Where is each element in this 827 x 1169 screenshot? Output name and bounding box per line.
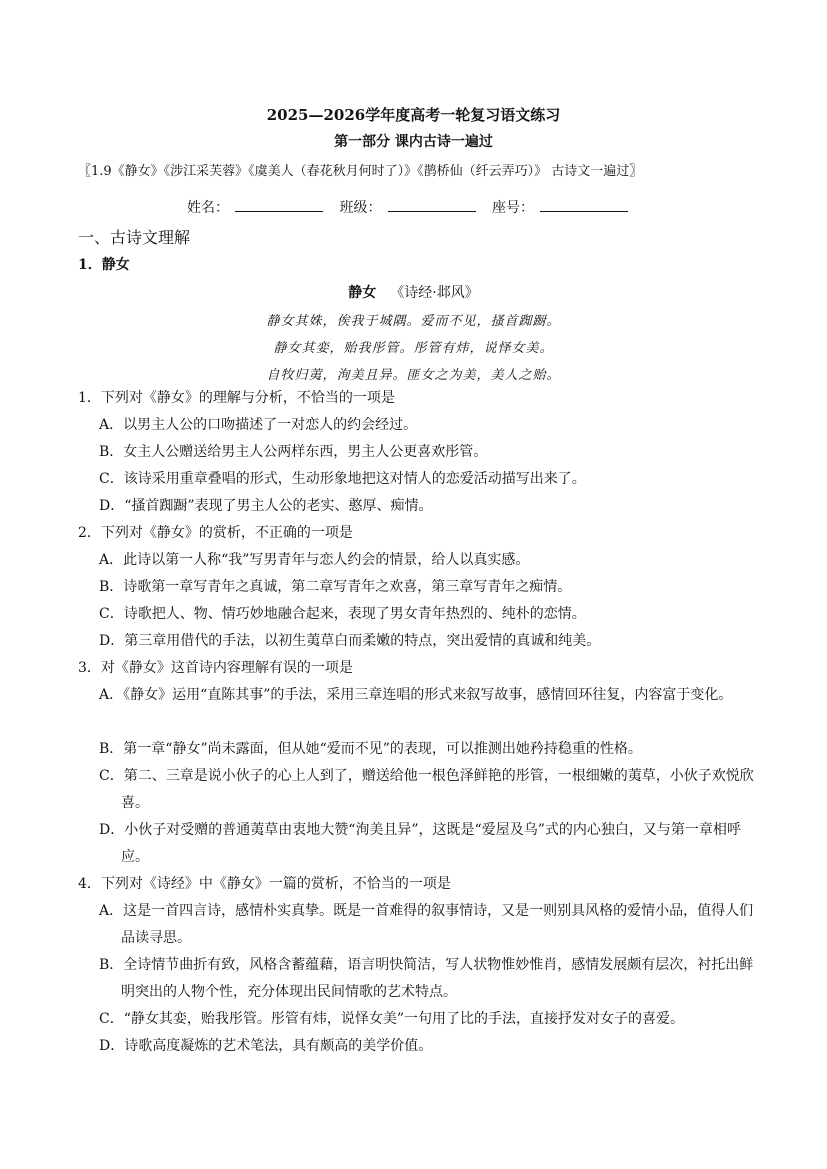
option-text: B．第一章“静女”尚未露面，但从她“爱而不见”的表现，可以推测出她矜持稳重的性格。 <box>99 741 642 757</box>
question-stem: 4．下列对《诗经》中《静女》一篇的赏析，不恰当的一项是 <box>78 876 451 892</box>
option-text: A．这是一首四言诗，感情朴实真挚。既是一首难得的叙事情诗，又是一则别具风格的爱情小品，值得人们品读寻思。 <box>99 903 754 946</box>
question-option <box>99 601 759 628</box>
question-option <box>99 1033 759 1060</box>
question-option <box>99 574 759 601</box>
name-blank[interactable] <box>235 197 323 212</box>
question-option <box>99 412 759 439</box>
question-option <box>99 466 759 493</box>
question-option <box>99 898 759 952</box>
option-text: D．诗歌高度凝炼的艺术笔法，具有颇高的美学价值。 <box>99 1038 433 1054</box>
question-option <box>99 493 759 520</box>
option-text: C．第二、三章是说小伙子的心上人到了，赠送给他一根色泽鲜艳的彤管，一根细嫩的荑草，小伙子欢悦欣喜。 <box>99 768 754 811</box>
option-text: C．该诗采用重章叠唱的形式，生动形象地把这对情人的恋爱活动描写出来了。 <box>99 471 586 487</box>
poem-title-line <box>0 282 827 302</box>
section-heading: 一、古诗文理解 <box>78 228 191 247</box>
option-text: B．诗歌第一章写青年之真诚，第二章写青年之欢喜，第三章写青年之痴情。 <box>99 579 572 595</box>
option-text: A．以男主人公的口吻描述了一对恋人的约会经过。 <box>99 417 418 433</box>
option-text: D．“搔首踟蹰”表现了男主人公的老实、憨厚、痴情。 <box>99 498 433 514</box>
option-text: C．诗歌把人、物、情巧妙地融合起来，表现了男女青年热烈的、纯朴的恋情。 <box>99 606 586 622</box>
question-option <box>99 817 759 871</box>
subsection-heading: 1．静女 <box>78 257 130 273</box>
question-option <box>99 736 759 763</box>
option-text: D．第三章用借代的手法，以初生荑草白而柔嫩的特点，突出爱情的真诚和纯美。 <box>99 633 601 649</box>
question-stem: 3．对《静女》这首诗内容理解有误的一项是 <box>78 660 353 676</box>
page-title: 2025—2026学年度高考一轮复习语文练习 <box>266 106 561 124</box>
page-subtitle: 第一部分 课内古诗一遍过 <box>334 134 493 150</box>
option-text: B．全诗情节曲折有致，风格含蓄蕴藉，语言明快简洁，写人状物惟妙惟肖，感情发展颇有层次，衬托出鲜明突出的人物个性，充分体现出民间情歌的艺术特点。 <box>99 957 754 1000</box>
student-info <box>0 197 827 217</box>
poem-source: 《诗经·邶风》 <box>390 285 479 301</box>
poem-line: 静女其姝，俟我于城隅。爱而不见，搔首踟蹰。 <box>266 314 561 329</box>
question-stem: 1．下列对《静女》的理解与分析，不恰当的一项是 <box>78 390 395 406</box>
question-option <box>99 952 759 1006</box>
poem-line: 静女其娈，贻我彤管。彤管有炜，说怿女美。 <box>273 341 554 356</box>
question-option <box>99 1006 759 1033</box>
option-text: D．小伙子对受赠的普通荑草由衷地大赞“洵美且异”，这既是“爱屋及乌”式的内心独白，又与第一章相呼应。 <box>99 822 741 865</box>
seat-label: 座号： <box>491 200 534 216</box>
class-label: 班级： <box>339 200 382 216</box>
option-text: C．“静女其娈，贻我彤管。彤管有炜，说怿女美”一句用了比的手法，直接抒发对女子的喜爱。 <box>99 1011 685 1027</box>
scope-line: 〖1.9《静女》《涉江采芙蓉》《虞美人（春花秋月何时了）》《鹊桥仙（纤云弄巧）》 古诗文一遍过〗 <box>78 164 643 179</box>
poem-title: 静女 <box>348 285 377 301</box>
option-text: A．《静女》运用“直陈其事”的手法，采用三章连唱的形式来叙写故事，感情回环往复，内容富于变化。 <box>99 687 733 703</box>
option-text: A．此诗以第一人称“我”写男青年与恋人约会的情景，给人以真实感。 <box>99 552 530 568</box>
question-option <box>99 763 759 817</box>
class-blank[interactable] <box>388 197 476 212</box>
option-text: B．女主人公赠送给男主人公两样东西，男主人公更喜欢彤管。 <box>99 444 488 460</box>
question-option <box>99 547 759 574</box>
seat-blank[interactable] <box>540 197 628 212</box>
question-option <box>99 682 759 709</box>
poem-line: 自牧归荑，洵美且异。匪女之为美，美人之贻。 <box>266 368 561 383</box>
question-option <box>99 439 759 466</box>
name-label: 姓名： <box>187 200 230 216</box>
question-option <box>99 628 759 655</box>
question-stem: 2．下列对《静女》的赏析，不正确的一项是 <box>78 525 353 541</box>
